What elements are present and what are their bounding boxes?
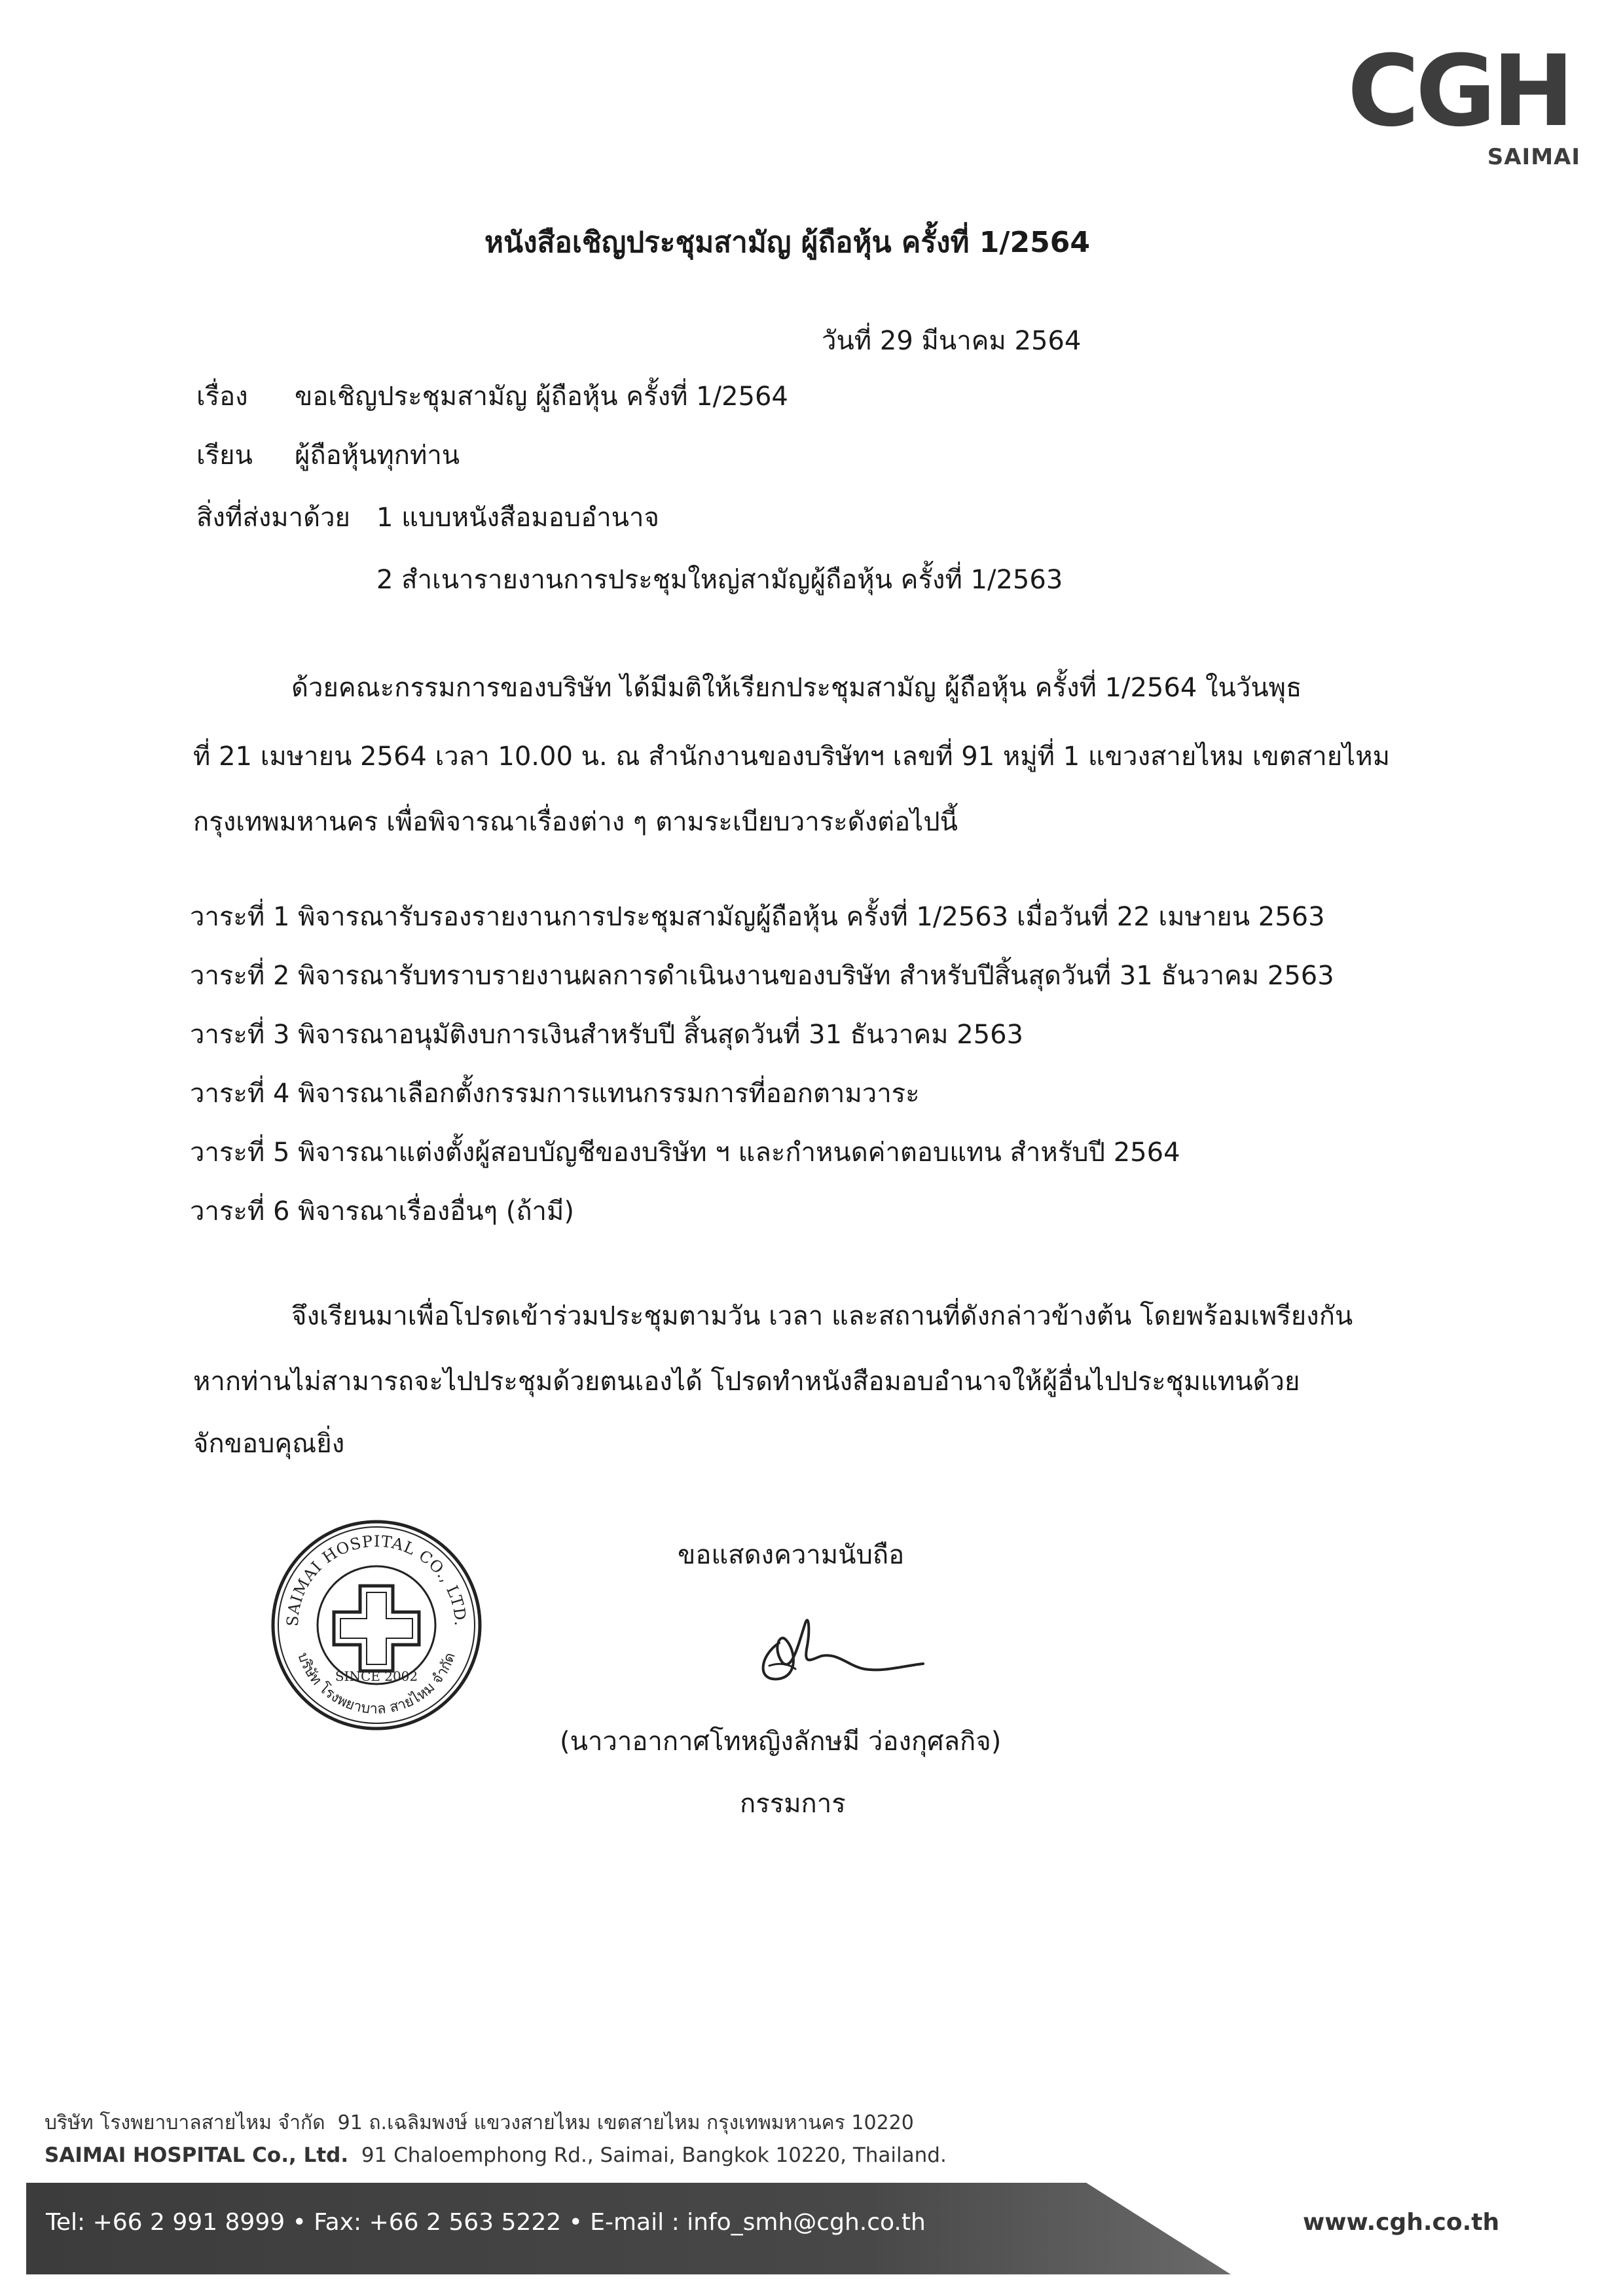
agenda-item: วาระที่ 5 พิจารณาแต่งตั้งผู้สอบบัญชีของบริษัท ฯ และกำหนดค่าตอบแทน สำหรับปี 2564 bbox=[190, 1138, 1180, 1168]
handwritten-signature bbox=[733, 1604, 930, 1695]
agenda-item: วาระที่ 4 พิจารณาเลือกตั้งกรรมการแทนกรรมการที่ออกตามวาระ bbox=[190, 1079, 920, 1109]
body-line: ที่ 21 เมษายน 2564 เวลา 10.00 น. ณ สำนักงานของบริษัทฯ เลขที่ 91 หมู่ที่ 1 แขวงสายไหม เขตสายไหม bbox=[193, 742, 1391, 772]
address-thai bbox=[45, 2108, 914, 2138]
closing-line: จักขอบคุณยิ่ง bbox=[193, 1429, 345, 1459]
enclosure-item: 1 แบบหนังสือมอบอำนาจ bbox=[376, 503, 659, 533]
agenda-item: วาระที่ 2 พิจารณารับทราบรายงานผลการดำเนินงานของบริษัท สำหรับปีสิ้นสุดวันที่ 31 ธันวาคม 2563 bbox=[190, 961, 1334, 991]
address-english bbox=[45, 2144, 947, 2167]
address-thai-text: 91 ถ.เฉลิมพงษ์ แขวงสายไหม เขตสายไหม กรุงเทพมหานคร 10220 bbox=[337, 2111, 914, 2134]
address-english-text: 91 Chaloemphong Rd., Saimai, Bangkok 10220, Thailand. bbox=[361, 2144, 947, 2167]
cgh-logo bbox=[1347, 35, 1583, 180]
seal-top-text: SAIMAI HOSPITAL CO., LTD. bbox=[283, 1532, 470, 1627]
seal-bottom-text: บริษัท โรงพยาบาล สายไหม จำกัด bbox=[294, 1650, 459, 1718]
subject-label: เรื่อง bbox=[196, 382, 248, 412]
body-line: กรุงเทพมหานคร เพื่อพิจารณาเรื่องต่าง ๆ ตามระเบียบวาระดังต่อไปนี้ bbox=[193, 807, 958, 837]
enclosure-item: 2 สำเนารายงานการประชุมใหญ่สามัญผู้ถือหุ้น ครั้งที่ 1/2563 bbox=[376, 565, 1063, 595]
agenda-item: วาระที่ 3 พิจารณาอนุมัติงบการเงินสำหรับปี สิ้นสุดวันที่ 31 ธันวาคม 2563 bbox=[190, 1020, 1023, 1050]
body-line: ด้วยคณะกรรมการของบริษัท ได้มีมติให้เรียกประชุมสามัญ ผู้ถือหุ้น ครั้งที่ 1/2564 ในวันพุธ bbox=[291, 673, 1302, 703]
logo-subtitle: SAIMAI bbox=[1487, 144, 1580, 170]
signer-name: (นาวาอากาศโทหญิงลักษมี ว่องกุศลกิจ) bbox=[560, 1727, 1002, 1757]
seal-since-text: SINCE 2002 bbox=[335, 1668, 418, 1684]
to-label: เรียน bbox=[196, 440, 253, 471]
website-link[interactable]: www.cgh.co.th bbox=[1303, 2209, 1500, 2236]
subject-value: ขอเชิญประชุมสามัญ ผู้ถือหุ้น ครั้งที่ 1/2564 bbox=[295, 382, 788, 412]
company-name-thai: บริษัท โรงพยาบาลสายไหม จำกัด bbox=[45, 2111, 325, 2134]
enclosures-label: สิ่งที่ส่งมาด้วย bbox=[196, 503, 350, 533]
to-value: ผู้ถือหุ้นทุกท่าน bbox=[295, 440, 460, 471]
closing-line: จึงเรียนมาเพื่อโปรดเข้าร่วมประชุมตามวัน เวลา และสถานที่ดังกล่าวข้างต้น โดยพร้อมเพรียงกัน bbox=[291, 1301, 1353, 1331]
contact-info: Tel: +66 2 991 8999 • Fax: +66 2 563 5222 • E-mail : info_smh@cgh.co.th bbox=[46, 2209, 926, 2236]
document-date: วันที่ 29 มีนาคม 2564 bbox=[822, 326, 1082, 356]
company-name-english: SAIMAI HOSPITAL Co., Ltd. bbox=[45, 2144, 349, 2167]
logo-mark: CGH bbox=[1347, 35, 1571, 149]
closing-line: หากท่านไม่สามารถจะไปประชุมด้วยตนเองได้ โปรดทำหนังสือมอบอำนาจให้ผู้อื่นไปประชุมแทนด้วย bbox=[193, 1367, 1300, 1397]
document-title: หนังสือเชิญประชุมสามัญ ผู้ถือหุ้น ครั้งที่ 1/2564 bbox=[484, 226, 1090, 259]
agenda-item: วาระที่ 6 พิจารณาเรื่องอื่นๆ (ถ้ามี) bbox=[190, 1196, 574, 1227]
signer-role: กรรมการ bbox=[740, 1789, 846, 1819]
regards-text: ขอแสดงความนับถือ bbox=[678, 1540, 905, 1570]
agenda-item: วาระที่ 1 พิจารณารับรองรายงานการประชุมสามัญผู้ถือหุ้น ครั้งที่ 1/2563 เมื่อวันที่ 22 เมษายน 2563 bbox=[190, 902, 1325, 932]
company-seal bbox=[268, 1517, 484, 1733]
